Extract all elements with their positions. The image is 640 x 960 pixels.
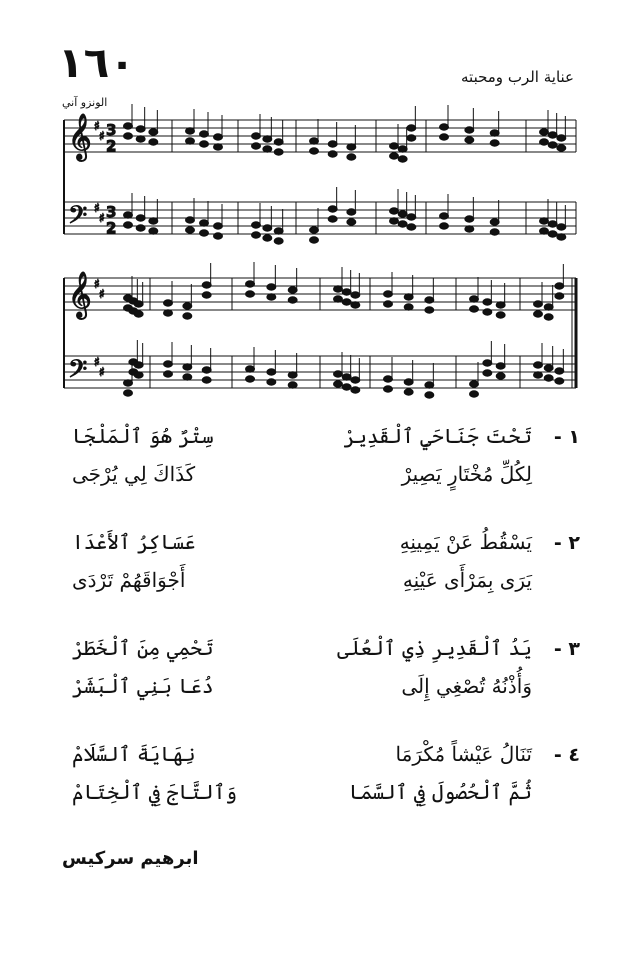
note-head [136, 136, 145, 142]
note-head [347, 219, 356, 225]
note-head [124, 390, 133, 396]
note-head [164, 310, 173, 316]
hemistich-right: ثُمَّ ٱلْحُصُولَ فِي ٱلسَّمَا [348, 780, 532, 804]
note-head [496, 363, 505, 369]
note-head [347, 144, 356, 150]
note-head [328, 206, 337, 212]
note-head [483, 360, 492, 366]
note-head [540, 218, 549, 224]
note-head [200, 220, 209, 226]
note-head [246, 291, 255, 297]
note-head [490, 219, 499, 225]
note-head [183, 303, 192, 309]
verse-line [72, 424, 532, 452]
note-head [149, 228, 158, 234]
note-head [390, 143, 399, 149]
note-head [440, 124, 449, 130]
note-head [334, 286, 343, 292]
note-head [200, 230, 209, 236]
note-head [555, 368, 564, 374]
note-head [186, 128, 195, 134]
note-head [540, 129, 549, 135]
hemistich-right: تَنَالُ عَيْشاً مُكْرَمَا [395, 742, 532, 766]
note-head [404, 294, 413, 300]
key-signature: ♯ [99, 211, 105, 225]
hemistich-left: وَٱلتَّاجَ فِي ٱلْخِتَامْ [72, 780, 238, 804]
treble-clef: 𝄞 [68, 114, 92, 160]
note-head [342, 384, 351, 390]
note-head [263, 146, 272, 152]
note-head [483, 299, 492, 305]
note-head [288, 382, 297, 388]
music-score [0, 0, 640, 420]
note-head [149, 218, 158, 224]
note-head [440, 223, 449, 229]
note-head [263, 136, 272, 142]
note-head [384, 386, 393, 392]
note-head [390, 218, 399, 224]
note-head [288, 297, 297, 303]
verse-line [72, 780, 532, 808]
note-head [347, 154, 356, 160]
key-signature: ♯ [94, 201, 100, 215]
hemistich-left: كَذَاكَ لِي يُرْجَى [72, 462, 196, 486]
note-head [548, 231, 557, 237]
note-head [390, 153, 399, 159]
note-head [342, 299, 351, 305]
note-head [548, 221, 557, 227]
note-head [544, 304, 553, 310]
note-head [246, 376, 255, 382]
hemistich-left: عَسَاكِرُ ٱلأَعْدَا [72, 530, 196, 554]
note-head [252, 222, 261, 228]
note-head [214, 233, 223, 239]
note-head [200, 141, 209, 147]
verse-line [72, 568, 532, 596]
note-head [540, 139, 549, 145]
note-head [202, 377, 211, 383]
note-head [342, 374, 351, 380]
time-signature: 3 [106, 203, 117, 221]
note-head [548, 142, 557, 148]
bass-clef: 𝄢 [68, 201, 88, 236]
note-head [390, 208, 399, 214]
time-signature: 2 [106, 137, 117, 155]
time-signature: 3 [106, 121, 117, 139]
hemistich-right: وَأُذْنُهُ تُصْغِي إِلَى [401, 674, 532, 698]
note-head [183, 374, 192, 380]
note-head [384, 301, 393, 307]
note-head [328, 151, 337, 157]
note-head [544, 314, 553, 320]
note-head [134, 301, 143, 307]
note-head [470, 391, 479, 397]
note-head [398, 146, 407, 152]
hemistich-right: يَسْقُطُ عَنْ يَمِينِهِ [399, 530, 532, 554]
note-head [544, 375, 553, 381]
verse-line [72, 462, 532, 490]
note-head [214, 223, 223, 229]
note-head [288, 287, 297, 293]
key-signature: ♯ [94, 119, 100, 133]
note-head [252, 133, 261, 139]
note-head [440, 213, 449, 219]
note-head [544, 365, 553, 371]
note-head [425, 392, 434, 398]
note-head [440, 134, 449, 140]
note-head [465, 127, 474, 133]
note-head [252, 143, 261, 149]
note-head [490, 140, 499, 146]
note-head [310, 148, 319, 154]
note-head [407, 214, 416, 220]
note-head [425, 307, 434, 313]
note-head [149, 139, 158, 145]
note-head [483, 309, 492, 315]
hymn-number: ١٦٠ [58, 38, 135, 87]
note-head [134, 362, 143, 368]
note-head [164, 371, 173, 377]
note-head [404, 389, 413, 395]
note-head [164, 361, 173, 367]
note-head [263, 235, 272, 241]
note-head [534, 372, 543, 378]
note-head [267, 284, 276, 290]
key-signature: ♯ [94, 355, 100, 369]
note-head [351, 387, 360, 393]
verse-line [72, 636, 532, 664]
author-name: ابرهيم سركيس [62, 848, 199, 869]
note-head [555, 378, 564, 384]
note-head [274, 139, 283, 145]
note-head [384, 291, 393, 297]
note-head [540, 228, 549, 234]
note-head [425, 297, 434, 303]
note-head [202, 282, 211, 288]
note-head [136, 215, 145, 221]
note-head [134, 311, 143, 317]
note-head [274, 238, 283, 244]
note-head [136, 126, 145, 132]
note-head [288, 372, 297, 378]
note-head [186, 227, 195, 233]
note-head [214, 134, 223, 140]
note-head [149, 129, 158, 135]
note-head [347, 209, 356, 215]
note-head [384, 376, 393, 382]
note-head [557, 135, 566, 141]
note-head [398, 221, 407, 227]
key-signature: ♯ [99, 287, 105, 301]
note-head [398, 156, 407, 162]
note-head [186, 138, 195, 144]
note-head [404, 304, 413, 310]
hemistich-left: دُعَا بَنِي ٱلْبَشَرْ [72, 674, 214, 698]
note-head [164, 300, 173, 306]
note-head [124, 133, 133, 139]
verse-line [72, 742, 532, 770]
note-head [202, 292, 211, 298]
note-head [490, 229, 499, 235]
verse-number: ٢ - [553, 532, 580, 554]
note-head [496, 312, 505, 318]
treble-clef: 𝄞 [68, 272, 92, 318]
note-head [496, 373, 505, 379]
note-head [470, 381, 479, 387]
note-head [124, 380, 133, 386]
note-head [351, 292, 360, 298]
note-head [214, 144, 223, 150]
bass-clef: 𝄢 [68, 355, 88, 390]
note-head [548, 132, 557, 138]
hymn-title: عناية الرب ومحبته [461, 68, 574, 86]
note-head [334, 381, 343, 387]
key-signature: ♯ [99, 129, 105, 143]
note-head [186, 217, 195, 223]
note-head [490, 130, 499, 136]
note-head [136, 225, 145, 231]
hemistich-right: لِكُلِّ مُخْتَارٍ يَصِيرْ [401, 462, 532, 486]
note-head [351, 377, 360, 383]
note-head [351, 302, 360, 308]
note-head [202, 367, 211, 373]
note-head [407, 224, 416, 230]
note-head [310, 237, 319, 243]
note-head [470, 296, 479, 302]
verse-number: ٤ - [553, 744, 580, 766]
note-head [124, 212, 133, 218]
note-head [310, 227, 319, 233]
note-head [200, 131, 209, 137]
verse-line [72, 530, 532, 558]
note-head [483, 370, 492, 376]
note-head [555, 283, 564, 289]
note-head [534, 362, 543, 368]
note-head [183, 364, 192, 370]
note-head [274, 228, 283, 234]
note-head [398, 211, 407, 217]
note-head [334, 371, 343, 377]
key-signature: ♯ [99, 365, 105, 379]
note-head [425, 382, 434, 388]
note-head [407, 125, 416, 131]
note-head [557, 224, 566, 230]
note-head [465, 216, 474, 222]
note-head [263, 225, 272, 231]
note-head [557, 234, 566, 240]
note-head [246, 366, 255, 372]
verse-number: ١ - [553, 426, 580, 448]
note-head [252, 232, 261, 238]
note-head [267, 294, 276, 300]
note-head [496, 302, 505, 308]
verse-number: ٣ - [553, 638, 580, 660]
note-head [310, 138, 319, 144]
note-head [124, 123, 133, 129]
note-head [328, 216, 337, 222]
note-head [267, 369, 276, 375]
note-head [342, 289, 351, 295]
verse-line [72, 674, 532, 702]
note-head [183, 313, 192, 319]
hemistich-left: أَجْوَاقَهُمْ تَرْدَى [72, 568, 186, 592]
hemistich-right: يَرَى بِمَرْأَى عَيْنِهِ [402, 568, 532, 592]
note-head [557, 145, 566, 151]
hemistich-left: تَحْمِي مِنَ ٱلْخَطَرْ [72, 636, 214, 660]
hemistich-right: يَدُ ٱلْقَدِيرِ ذِي ٱلْعُلَى [337, 636, 532, 660]
note-head [534, 301, 543, 307]
note-head [404, 379, 413, 385]
tune-name: الونزو آني [62, 96, 108, 109]
note-head [134, 372, 143, 378]
note-head [465, 226, 474, 232]
note-head [267, 379, 276, 385]
key-signature: ♯ [94, 277, 100, 291]
hemistich-right: تَحْتَ جَنَاحَيِ ٱلْقَدِيرْ [343, 424, 532, 448]
time-signature: 2 [106, 219, 117, 237]
note-head [124, 222, 133, 228]
note-head [328, 141, 337, 147]
hemistich-left: نِهَايَةَ ٱلسَّلَامْ [72, 742, 196, 766]
note-head [274, 149, 283, 155]
note-head [407, 135, 416, 141]
hemistich-left: سِتْرٌ هُوَ ٱلْمَلْجَا [72, 424, 214, 448]
note-head [470, 306, 479, 312]
note-head [555, 293, 564, 299]
note-head [246, 281, 255, 287]
note-head [465, 137, 474, 143]
note-head [534, 311, 543, 317]
note-head [334, 296, 343, 302]
